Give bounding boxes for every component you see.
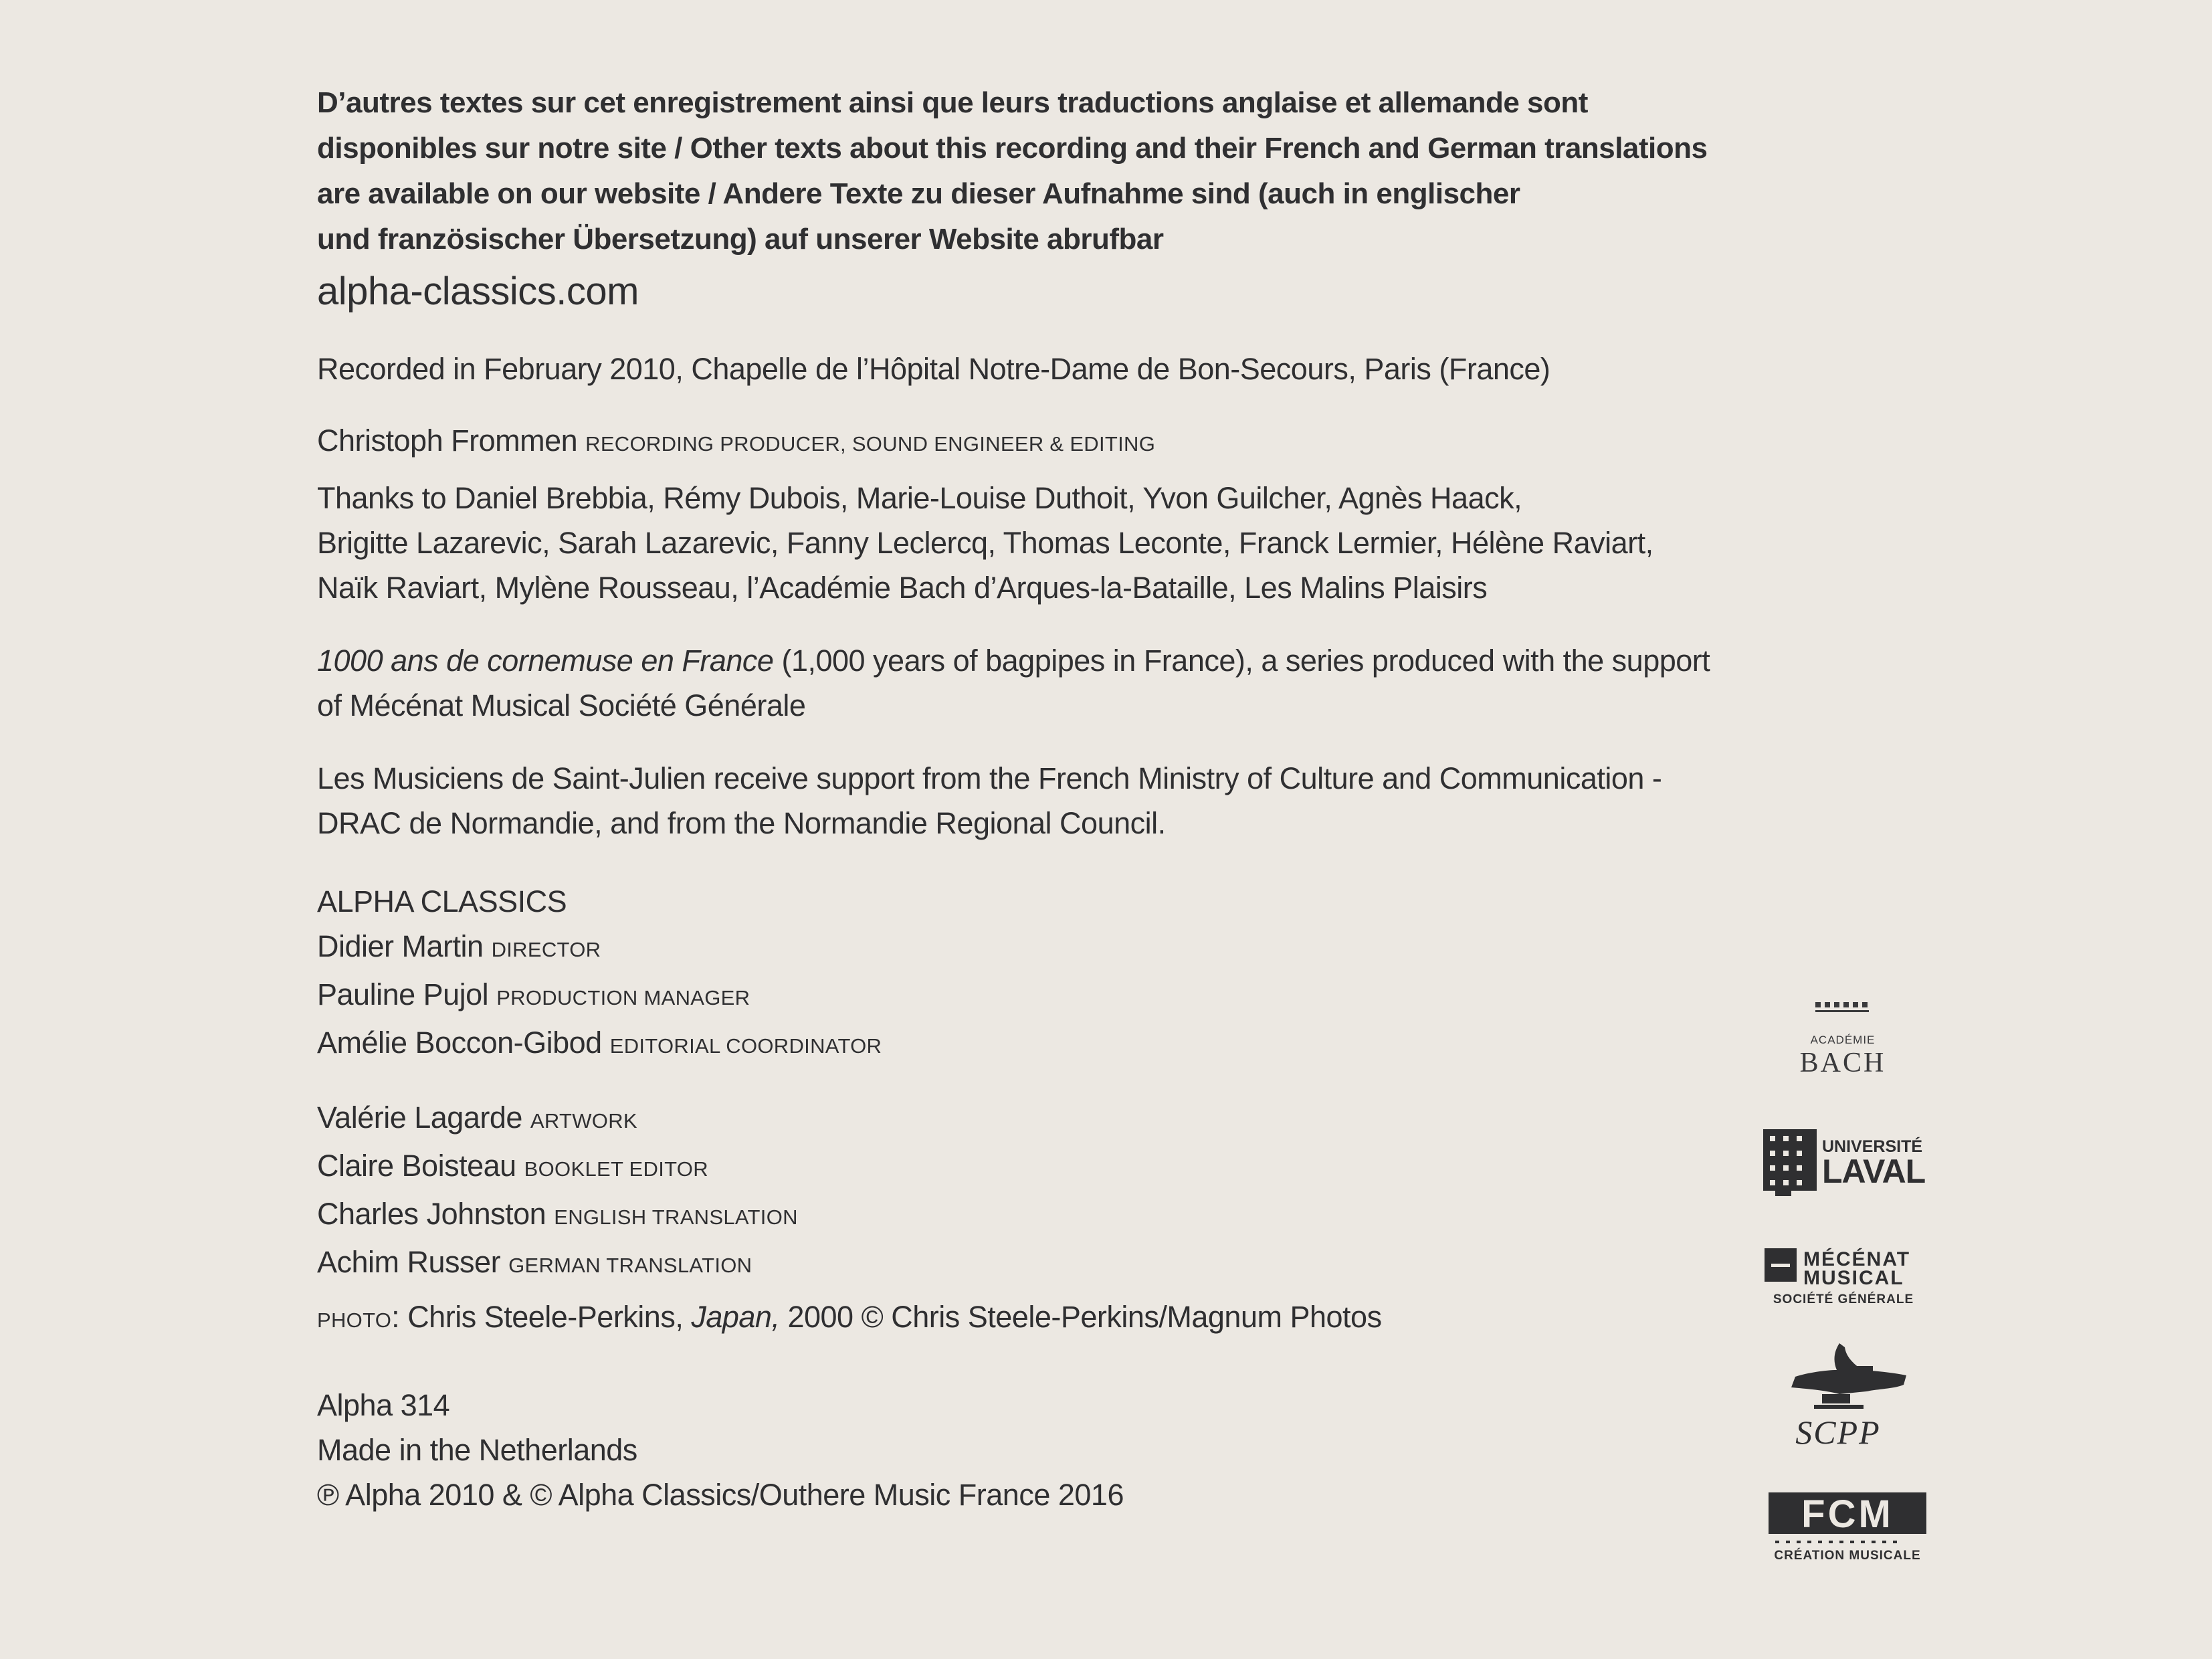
support-line: Les Musiciens de Saint-Julien receive support from the French Ministry of Culture and Communication -: [317, 761, 1662, 795]
scpp-logo-text: SCPP: [1795, 1413, 1881, 1451]
credit-name: Claire Boisteau: [317, 1149, 516, 1183]
fcm-logo-text: FCM: [1801, 1492, 1894, 1536]
staff-row: [317, 924, 1722, 972]
copyright-notice: ℗ Alpha 2010 & © Alpha Classics/Outhere Music France 2016: [317, 1478, 1124, 1512]
fcm-logo: [1752, 1488, 1926, 1569]
photo-title: Japan,: [691, 1300, 780, 1334]
photo-label: PHOTO: [317, 1308, 392, 1332]
photo-credit: [317, 1294, 1722, 1343]
laval-logo-line2: LAVAL: [1822, 1153, 1926, 1190]
mecenat-logo-line2: MUSICAL: [1803, 1267, 1904, 1289]
staff-row: [317, 1020, 1722, 1068]
producer-name: Christoph Frommen: [317, 423, 578, 458]
scpp-logo: [1752, 1338, 1926, 1452]
academie-bach-logo: [1752, 990, 1926, 1084]
website-link[interactable]: alpha-classics.com: [317, 270, 639, 313]
thanks-section: [317, 476, 1722, 610]
credit-row: [317, 1191, 1722, 1240]
notice-line: und französischer Übersetzung) auf unserer Website abrufbar: [317, 223, 1164, 256]
credit-role: ENGLISH TRANSLATION: [554, 1205, 798, 1229]
catalog-info: [317, 1383, 1722, 1517]
bach-logo-line2: BACH: [1799, 1048, 1886, 1078]
staff-role: EDITORIAL COORDINATOR: [609, 1034, 882, 1058]
recording-info: Recorded in February 2010, Chapelle de l’Hôpital Notre-Dame de Bon-Secours, Paris (France): [317, 352, 1550, 386]
mecenat-logo-line1: MÉCÉNAT: [1803, 1248, 1911, 1270]
thanks-line: Brigitte Lazarevic, Sarah Lazarevic, Fanny Leclercq, Thomas Leconte, Franck Lermier, Hélène Raviart,: [317, 526, 1653, 560]
series-title: 1000 ans de cornemuse en France: [317, 644, 774, 678]
staff-row: [317, 972, 1722, 1020]
producer-credit: [317, 418, 1722, 466]
mecenat-musical-logo: [1752, 1244, 1926, 1311]
producer-role: RECORDING PRODUCER, SOUND ENGINEER & EDITING: [585, 432, 1156, 456]
photo-separator: :: [391, 1300, 408, 1334]
series-line: of Mécénat Musical Société Générale: [317, 688, 806, 722]
staff-role: DIRECTOR: [491, 938, 601, 961]
thanks-line: Thanks to Daniel Brebbia, Rémy Dubois, Marie-Louise Duthoit, Yvon Guilcher, Agnès Haack,: [317, 481, 1522, 515]
photographer: Chris Steele-Perkins,: [407, 1300, 692, 1334]
credits-column: [317, 80, 1722, 1517]
credit-row: [317, 1095, 1722, 1143]
production-credits: [317, 1095, 1722, 1288]
credit-name: Achim Russer: [317, 1245, 501, 1279]
fcm-logo-subtitle: CRÉATION MUSICALE: [1774, 1549, 1921, 1563]
notice-line: D’autres textes sur cet enregistrement ainsi que leurs traductions anglaise et allemande sont: [317, 86, 1588, 119]
notice-line: disponibles sur notre site / Other texts about this recording and their French and German translations: [317, 132, 1708, 165]
bach-logo-line1: ACADÉMIE: [1810, 1034, 1876, 1046]
credit-row: [317, 1240, 1722, 1288]
series-description: (1,000 years of bagpipes in France), a series produced with the support: [773, 644, 1710, 678]
mecenat-logo-line3: SOCIÉTÉ GÉNÉRALE: [1773, 1292, 1914, 1306]
credit-name: Valérie Lagarde: [317, 1100, 522, 1135]
series-note: [317, 638, 1722, 728]
staff-name: Pauline Pujol: [317, 977, 489, 1011]
website-notice: [317, 80, 1722, 262]
credit-role: GERMAN TRANSLATION: [508, 1254, 752, 1277]
credit-role: BOOKLET EDITOR: [524, 1157, 708, 1181]
label-staff: [317, 879, 1722, 1068]
support-note: [317, 756, 1722, 846]
credit-role: ARTWORK: [530, 1109, 637, 1133]
support-line: DRAC de Normandie, and from the Normandie Regional Council.: [317, 806, 1166, 840]
photo-rights: 2000 © Chris Steele-Perkins/Magnum Photos: [779, 1300, 1382, 1334]
staff-role: PRODUCTION MANAGER: [496, 986, 750, 1009]
notice-line: are available on our website / Andere Texte zu dieser Aufnahme sind (auch in englischer: [317, 177, 1520, 210]
staff-name: Didier Martin: [317, 929, 484, 963]
staff-name: Amélie Boccon-Gibod: [317, 1026, 602, 1060]
credit-name: Charles Johnston: [317, 1197, 546, 1231]
catalog-number: Alpha 314: [317, 1388, 450, 1422]
country-of-manufacture: Made in the Netherlands: [317, 1433, 637, 1467]
series-line: [317, 638, 1722, 683]
laval-logo-line1: UNIVERSITÉ: [1822, 1137, 1923, 1156]
label-name: ALPHA CLASSICS: [317, 884, 567, 918]
credit-row: [317, 1143, 1722, 1191]
universite-laval-logo: [1752, 1124, 1926, 1197]
thanks-line: Naïk Raviart, Mylène Rousseau, l’Académie Bach d’Arques-la-Bataille, Les Malins Plaisirs: [317, 571, 1488, 605]
